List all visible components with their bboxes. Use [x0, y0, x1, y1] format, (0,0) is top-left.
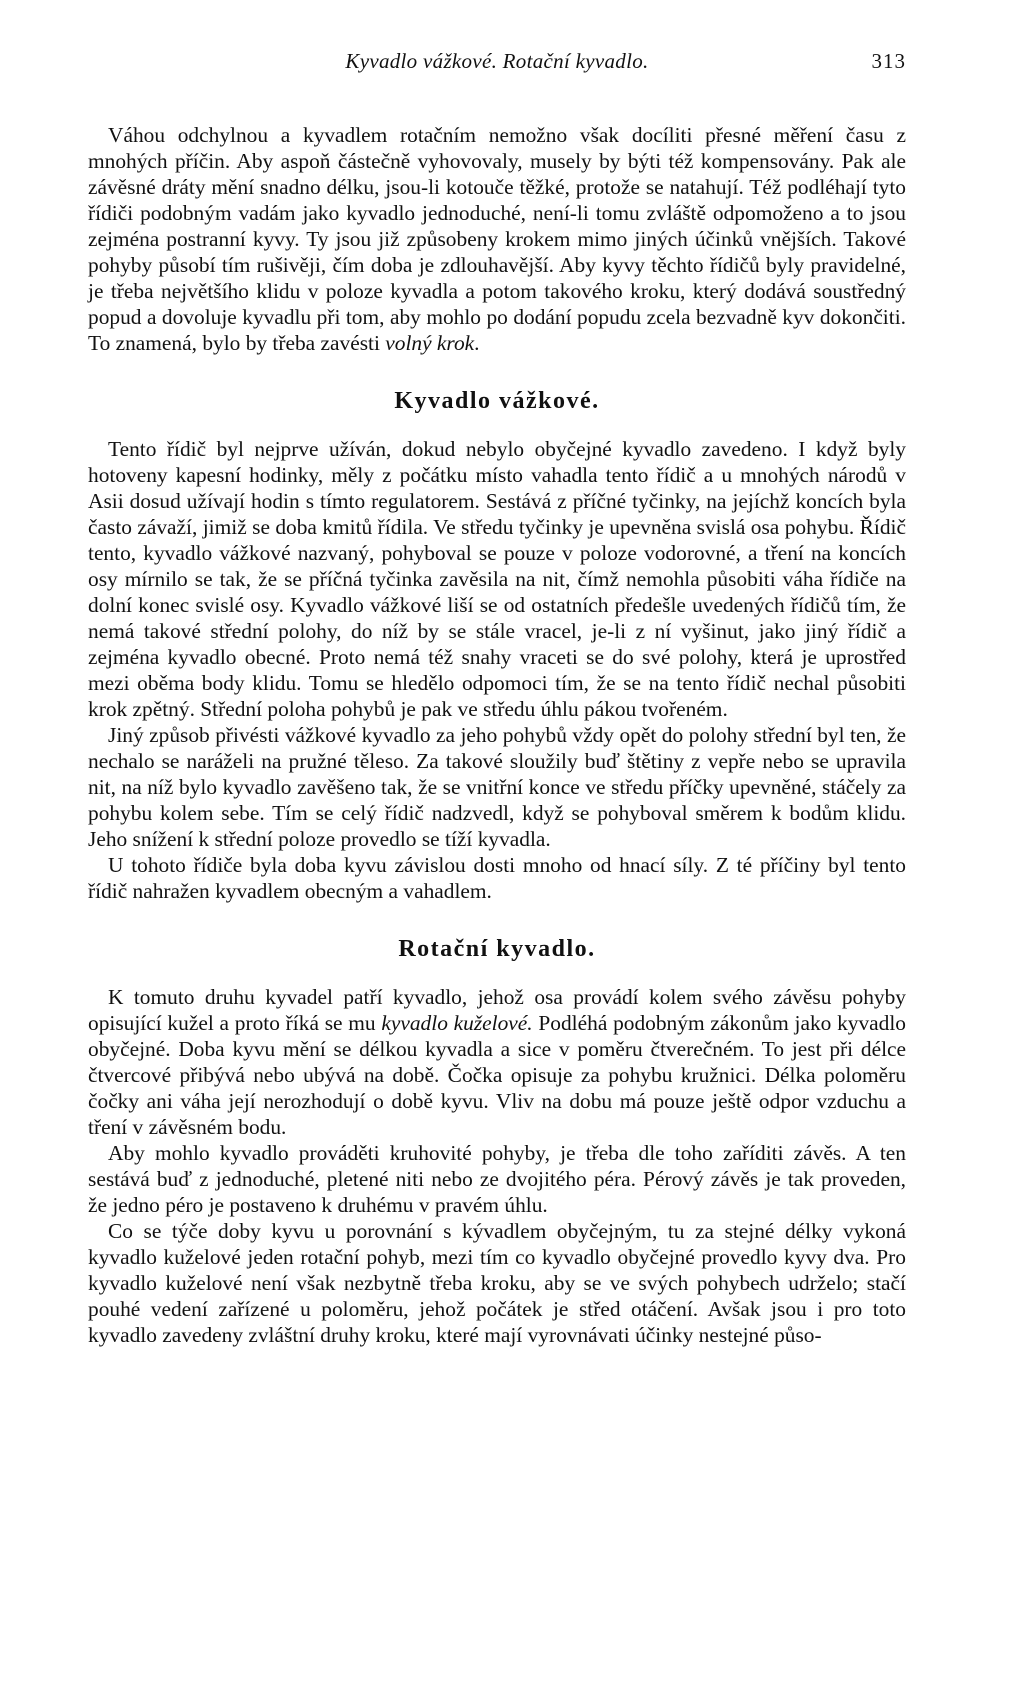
intro-text-end: . [474, 331, 480, 355]
section1-paragraph-1: Tento řídič byl nejprve užíván, dokud nebylo obyčejné kyvadlo zavedeno. I když byly hotoveny kapesní hodinky, měly z počátku místo vahadla tento řídič a u mnohých národů v Asii dosud užívají hodin s tímto regulatorem. Sestává z příčné tyčinky, na jejíchž koncích byla často závaží, jimiž se doba kmitů řídila. Ve středu tyčinky je upevněna svislá osa pohybu. Řídič tento, kyvadlo vážkové nazvaný, pohyboval se pouze v poloze vodorovné, a tření na koncích osy mírnilo se tak, že se příčná tyčinka zavěsila na nit, čímž nemohla působiti váha řídiče na dolní konec svislé osy. Kyvadlo vážkové liší se od ostatních předešle uvedených řídičů tím, že nemá takové střední polohy, do níž by se stále vracel, je-li z ní vyšinut, jako jiný řídič a zejména kyvadlo obecné. Proto nemá též snahy vraceti se do své polohy, která je uprostřed mezi oběma body klidu. Tomu se hledělo odpomoci tím, že se na tento řídič nechal působiti krok zpětný. Střední poloha pohybů je pak ve středu úhlu pákou tvořeném. [88, 437, 906, 721]
section1-paragraph-2: Jiný způsob přivésti vážkové kyvadlo za jeho pohybů vždy opět do polohy střední byl ten, že nechalo se naráželi na pružné těleso. Za takové sloužily buď štětiny z vepře nebo se upravila nit, na níž bylo kyvadlo zavěšeno tak, že se vnitřní konce ve středu příčky upevněné, stáčely za pohybu kolem sebe. Tím se celý řídič nadzvedl, když se pohyboval směrem k bodům klidu. Jeho snížení k střední poloze provedlo se tíží kyvadla. [88, 723, 906, 851]
intro-emphasis: volný krok [385, 331, 475, 355]
section2-paragraph-1 [88, 984, 906, 1140]
section-heading-kyvadlo-vazkove: Kyvadlo vážkové. [394, 388, 600, 414]
page-number: 313 [871, 49, 906, 73]
section2-p1-emphasis: kyvadlo kuželové. [381, 1011, 533, 1035]
intro-paragraph [88, 122, 906, 356]
running-title: Kyvadlo vážkové. Rotační kyvadlo. [345, 49, 649, 73]
section2-paragraph-3: Co se týče doby kyvu u porovnání s kývadlem obyčejným, tu za stejné délky vykoná kyvadlo kuželové jeden rotační pohyb, mezi tím co kyvadlo obyčejné provedlo kyvy dva. Pro kyvadlo kuželové není však nezbytně třeba kroku, aby se ve svých pohybech udrželo; stačí pouhé vedení zařízené u poloměru, jehož počátek je střed otáčení. Avšak jsou i pro toto kyvadlo zavedeny zvláštní druhy kroku, které mají vyrovnávati účinky nestejné půso- [88, 1219, 906, 1347]
section2-p1-text-end: Podléhá podobným zákonům jako kyvadlo obyčejné. Doba kyvu mění se délkou kyvadla a sice v poměru čtverečném. To jest při délce čtvercové přibývá nebo ubývá na době. Čočka opisuje za pohybu kružnici. Délka poloměru čočky ani váha její nerozhodují o době kyvu. Vliv na dobu má pouze ještě odpor vzduchu a tření v závěsném bodu. [88, 1011, 907, 1139]
running-header [88, 48, 906, 82]
section2-p1-text: K tomuto druhu kyvadel patří kyvadlo, jehož osa provádí kolem svého závěsu pohyby opisující kužel a proto říká se mu [88, 985, 906, 1035]
section1-paragraph-3: U tohoto řídiče byla doba kyvu závislou dosti mnoho od hnací síly. Z té příčiny byl tento řídič nahražen kyvadlem obecným a vahadlem. [88, 853, 906, 903]
section2-paragraph-2: Aby mohlo kyvadlo prováděti kruhovité pohyby, je třeba dle toho zaříditi závěs. A ten sestává buď z jednoduché, pletené niti nebo ze dvojitého péra. Pérový závěs je tak proveden, že jedno péro je postaveno k druhému v pravém úhlu. [88, 1141, 906, 1217]
intro-text: Váhou odchylnou a kyvadlem rotačním nemožno však docíliti přesné měření času z mnohých příčin. Aby aspoň částečně vyhovovaly, musely by býti též kompensovány. Pak ale závěsné dráty mění snadno délku, jsou-li kotouče těžké, protože se natahují. Též podléhají tyto řídiči podobným vadám jako kyvadlo jednoduché, není-li tomu zvláště odpomoženo a to jsou zejména postranní kyvy. Ty jsou již způsobeny krokem mimo jiných účinků vnějších. Takové pohyby působí tím rušivěji, čím doba je zdlouhavější. Aby kyvy těchto řídičů byly pravidelné, je třeba největšího klidu v poloze kyvadla a potom takového kroku, který dodává soustředný popud a dovoluje kyvadlu při tom, aby mohlo po dodání popudu zcela bezvadně kyv dokončiti. To znamená, bylo by třeba zavésti [88, 123, 906, 355]
section-heading-rotacni-kyvadlo: Rotační kyvadlo. [398, 936, 596, 962]
